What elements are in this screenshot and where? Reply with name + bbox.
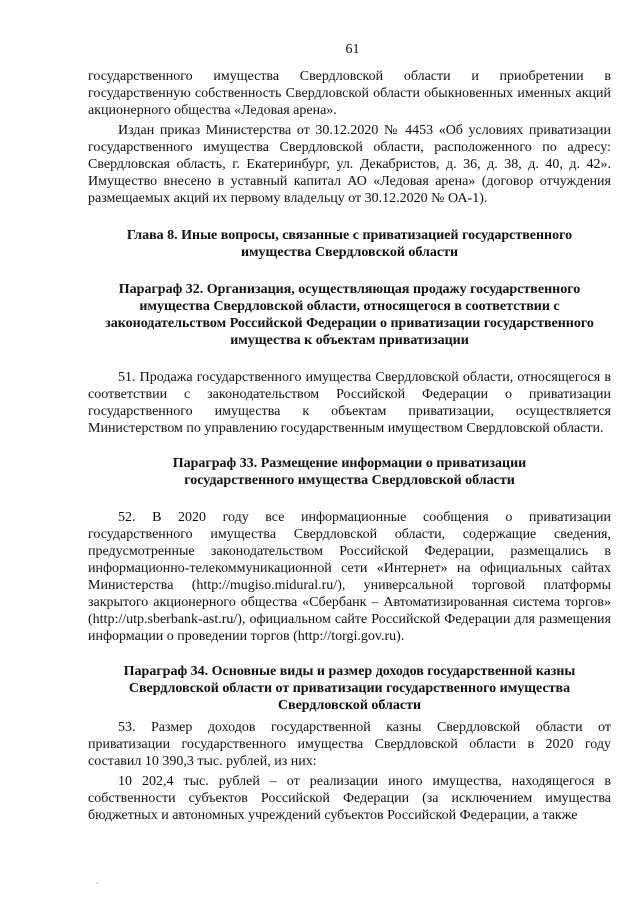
scan-speck [96,882,98,884]
paragraph-income: 10 202,4 тыс. рублей – от реализации иного имущества, находящегося в собственности субъектов Российской Федерации (за исключением имущества бюджетных и автономных учреждений субъектов Российской Федерации, а также [88,774,611,823]
paragraph-52: 52. В 2020 году все информационные сообщения о приватизации государственного имущества Свердловской области, содержащие сведения, предусмотренные законодательством Российской Федерации, размещались в информационно-телекоммуникационной сети «Интернет» на официальных сайтах Министерства (http://mugiso.midural.ru/), универсальной торговой платформы закрытого акционерного общества «Сбербанк – Автоматизированная система торгов» (http://utp.sberbank-ast.ru/), официальном сайте Российской Федерации для размещения информации о проведении торгов (http://torgi.gov.ru). [88,510,611,644]
paragraph-34-heading: Параграф 34. Основные виды и размер доходов государственной казны Свердловской области от приватизации государственного имущества Свердловской области [123,664,576,713]
paragraph-order: Издан приказ Министерства от 30.12.2020 № 4453 «Об условиях приватизации государственного имущества Свердловской области, расположенного по адресу: Свердловская область, г. Екатеринбург, ул. Декабристов, д. 36, д. 38, д. 40, д. 42». Имущество внесено в уставный капитал АО «Ледовая арена» (договор отчуждения размещаемых акций их первому владельцу от 30.12.2020 № ОА-1). [88,123,611,206]
page-number: 61 [345,42,360,57]
chapter-8-heading: Глава 8. Иные вопросы, связанные с приватизацией государственного имущества Свердловской области [126,228,573,260]
paragraph-continuation: государственного имущества Свердловской области и приобретении в государственную собственность Свердловской области обыкновенных именных акций акционерного общества «Ледовая арена». [88,69,611,118]
paragraph-53: 53. Размер доходов государственной казны Свердловской области от приватизации государственного имущества Свердловской области в 2020 году составил 10 390,3 тыс. рублей, из них: [88,720,611,769]
paragraph-33-heading: Параграф 33. Размещение информации о приватизации государственного имущества Свердловской области [172,456,527,488]
paragraph-32-heading: Параграф 32. Организация, осуществляющая продажу государственного имущества Свердловской области, относящегося в соответствии с законодательством Российской Федерации о приватизации государственного имущества к объектам приватизации [105,282,594,348]
paragraph-51: 51. Продажа государственного имущества Свердловской области, относящегося в соответствии с законодательством Российской Федерации о приватизации государственного имущества к объектам приватизации, осуществляется Министерством по управлению государственным имуществом Свердловской области. [88,370,611,436]
